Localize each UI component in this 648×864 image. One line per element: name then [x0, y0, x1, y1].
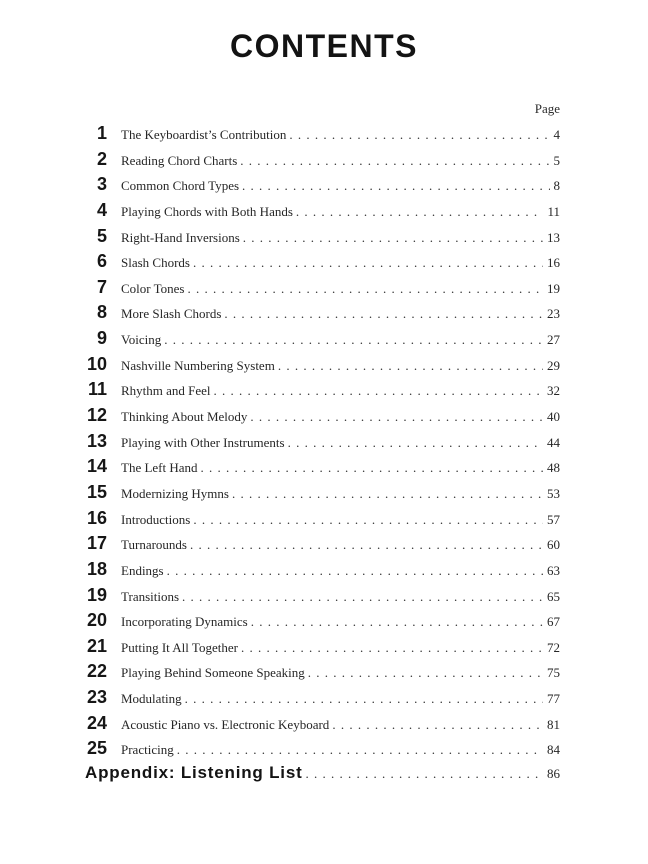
dot-leader [198, 460, 543, 476]
dot-leader [285, 435, 543, 451]
toc-row [85, 197, 560, 223]
chapter-title: Voicing [121, 332, 162, 348]
chapter-page-number: 40 [547, 409, 560, 425]
chapter-page-number: 32 [547, 383, 560, 399]
toc-list [85, 120, 560, 761]
dot-leader [305, 665, 543, 681]
dot-leader [286, 127, 549, 143]
chapter-number: 8 [96, 302, 107, 323]
dot-leader [329, 717, 543, 733]
dot-leader [190, 255, 543, 271]
chapter-number: 10 [86, 353, 107, 374]
chapter-page-number: 75 [547, 665, 560, 681]
dot-leader [237, 153, 549, 169]
chapter-number: 18 [86, 558, 107, 579]
dot-leader [211, 383, 543, 399]
chapter-title: Playing Chords with Both Hands [121, 203, 293, 219]
chapter-title: Putting It All Together [121, 639, 238, 655]
toc-row [85, 325, 560, 351]
dot-leader [247, 409, 543, 425]
chapter-title: Modulating [121, 691, 182, 707]
toc-row [85, 607, 560, 633]
chapter-number: 20 [86, 610, 107, 631]
toc-row [85, 684, 560, 710]
toc-row [85, 505, 560, 531]
toc-row [85, 735, 560, 761]
chapter-title: Playing Behind Someone Speaking [121, 665, 305, 681]
toc-row [85, 376, 560, 402]
chapter-title: Turnarounds [121, 537, 187, 553]
toc-row [85, 351, 560, 377]
dot-leader [239, 178, 549, 194]
chapter-page-number: 16 [547, 255, 560, 271]
chapter-title: Practicing [121, 742, 174, 758]
chapter-title: Common Chord Types [121, 178, 240, 194]
chapter-page-number: 5 [553, 152, 560, 168]
chapter-page-number: 48 [547, 460, 560, 476]
appendix-page-number: 86 [547, 766, 560, 781]
chapter-page-number: 60 [547, 537, 560, 553]
chapter-page-number: 81 [547, 716, 560, 732]
toc-row [85, 633, 560, 659]
chapter-page-number: 72 [547, 639, 560, 655]
chapter-number: 2 [96, 148, 107, 169]
dot-leader [275, 358, 543, 374]
chapter-page-number: 19 [547, 280, 560, 296]
chapter-page-number: 4 [553, 127, 560, 142]
chapter-title: Incorporating Dynamics [121, 614, 248, 630]
chapter-page-number: 63 [547, 562, 560, 578]
chapter-title: Nashville Numbering System [121, 357, 275, 373]
chapter-number: 4 [96, 199, 107, 220]
chapter-page-number: 23 [547, 306, 560, 322]
chapter-number: 23 [86, 687, 107, 708]
chapter-title: More Slash Chords [121, 306, 222, 322]
chapter-number: 21 [86, 635, 107, 656]
toc-row [85, 274, 560, 300]
chapter-title: Thinking About Melody [121, 409, 248, 425]
chapter-number: 25 [86, 738, 107, 759]
toc-row [85, 710, 560, 736]
appendix-title: Appendix: Listening List [85, 763, 303, 782]
dot-leader [182, 691, 543, 707]
chapter-page-number: 57 [547, 511, 560, 527]
chapter-number: 6 [96, 251, 107, 272]
chapter-title: Reading Chord Charts [121, 152, 238, 168]
toc-row [85, 171, 560, 197]
dot-leader [190, 512, 543, 528]
dot-leader [248, 614, 543, 630]
toc-row [85, 556, 560, 582]
dot-leader [161, 332, 543, 348]
chapter-number: 9 [96, 328, 107, 349]
toc-row [85, 479, 560, 505]
chapter-title: Color Tones [121, 280, 185, 296]
chapter-title: Right-Hand Inversions [121, 229, 240, 245]
toc-row [85, 402, 560, 428]
chapter-number: 14 [86, 456, 107, 477]
toc-row [85, 530, 560, 556]
dot-leader [229, 486, 543, 502]
toc-row [85, 428, 560, 454]
toc-row [85, 299, 560, 325]
dot-leader [293, 204, 544, 220]
chapter-title: Endings [121, 562, 164, 578]
chapter-title: Transitions [121, 588, 180, 604]
dot-leader [185, 281, 544, 297]
chapter-title: Modernizing Hymns [121, 485, 229, 501]
chapter-number: 19 [86, 584, 107, 605]
chapter-page-number: 67 [547, 614, 560, 630]
chapter-title: Slash Chords [121, 255, 190, 271]
chapter-number: 24 [86, 712, 107, 733]
chapter-title: The Keyboardist’s Contribution [121, 127, 287, 142]
dot-leader [187, 537, 543, 553]
toc-row [85, 582, 560, 608]
chapter-page-number: 65 [547, 588, 560, 604]
chapter-number: 1 [96, 123, 107, 143]
chapter-number: 13 [86, 430, 107, 451]
chapter-number: 15 [86, 481, 107, 502]
appendix-row [85, 761, 560, 782]
toc-row [85, 658, 560, 684]
dot-leader [240, 230, 543, 246]
chapter-number: 7 [96, 276, 107, 297]
chapter-page-number: 27 [547, 332, 560, 348]
chapter-number: 17 [86, 533, 107, 554]
dot-leader [303, 766, 543, 782]
toc-row [85, 120, 560, 146]
chapter-number: 16 [86, 507, 107, 528]
chapter-number: 5 [96, 225, 107, 246]
toc-row [85, 453, 560, 479]
dot-leader [221, 306, 543, 322]
toc-row [85, 223, 560, 249]
chapter-page-number: 11 [547, 203, 560, 219]
chapter-page-number: 53 [547, 485, 560, 501]
page-title: CONTENTS [230, 28, 418, 64]
chapter-number: 3 [96, 174, 107, 195]
dot-leader [179, 589, 543, 605]
page-column-label: Page [534, 101, 560, 116]
chapter-page-number: 8 [553, 178, 560, 194]
chapter-title: Acoustic Piano vs. Electronic Keyboard [121, 716, 330, 732]
toc-row [85, 146, 560, 172]
chapter-title: Introductions [121, 511, 191, 527]
chapter-title: Rhythm and Feel [121, 383, 211, 399]
dot-leader [174, 742, 543, 758]
chapter-title: Playing with Other Instruments [121, 434, 285, 450]
chapter-number: 12 [86, 405, 107, 426]
chapter-number: 11 [87, 379, 107, 400]
dot-leader [164, 563, 543, 579]
chapter-page-number: 84 [547, 742, 560, 758]
chapter-page-number: 13 [547, 229, 560, 245]
toc-row [85, 248, 560, 274]
chapter-number: 22 [86, 661, 107, 682]
chapter-title: The Left Hand [121, 460, 198, 476]
chapter-page-number: 44 [547, 434, 560, 450]
dot-leader [238, 640, 543, 656]
chapter-page-number: 29 [547, 357, 560, 373]
chapter-page-number: 77 [547, 691, 560, 707]
